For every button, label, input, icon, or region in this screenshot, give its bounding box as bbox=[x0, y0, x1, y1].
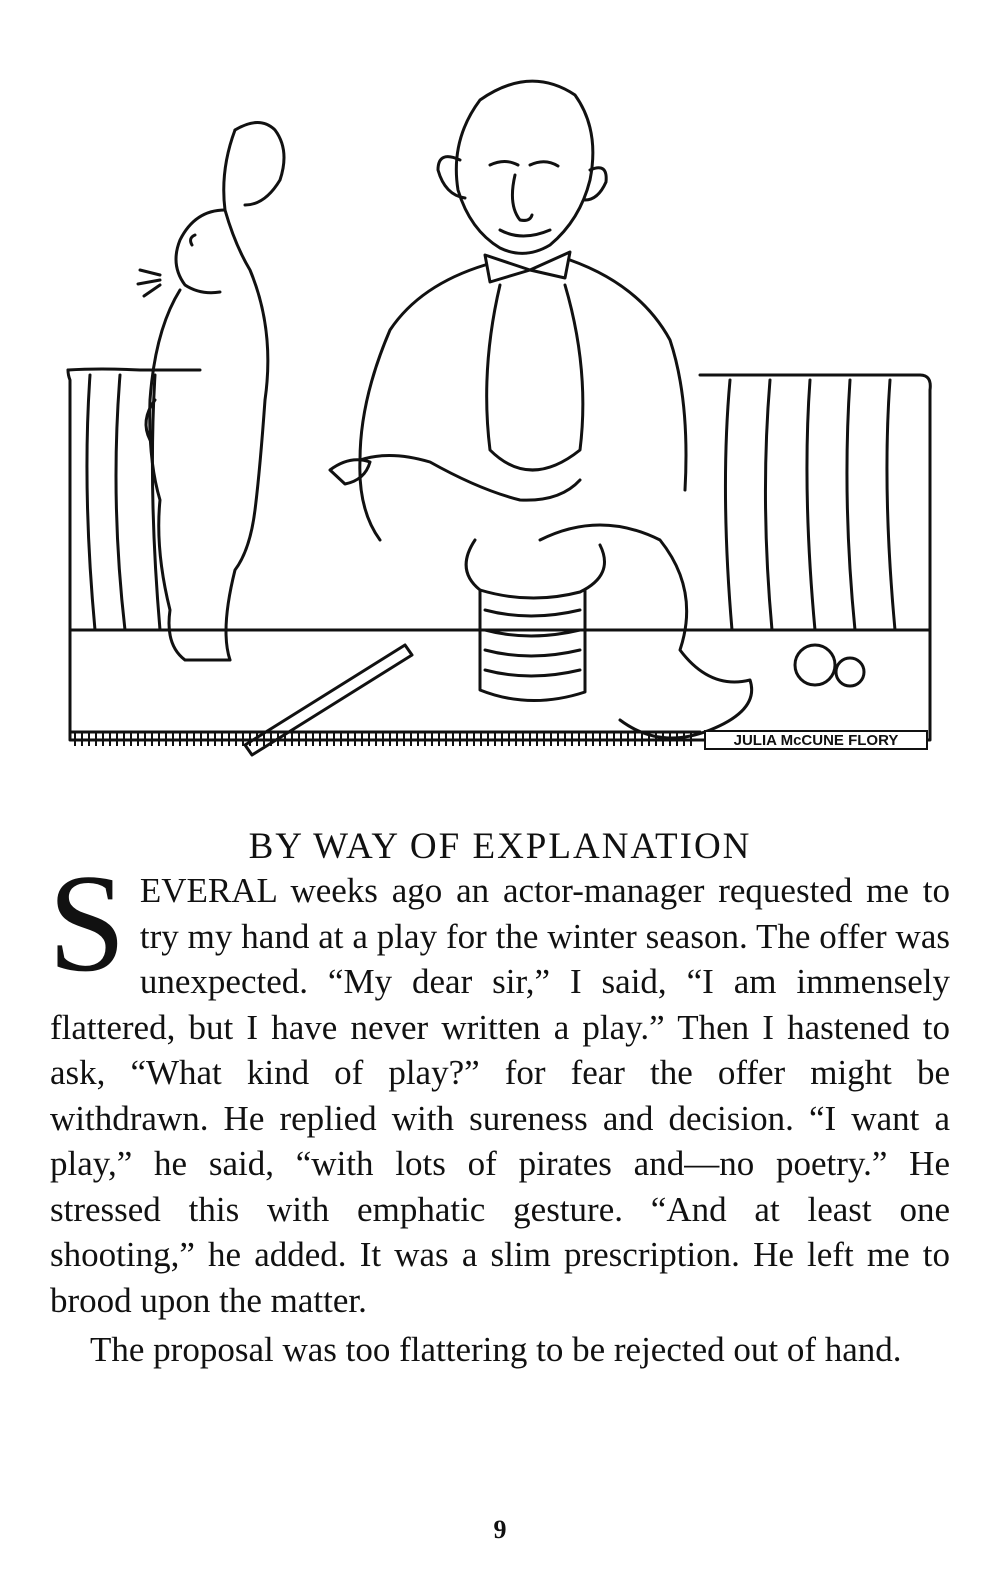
line-drawing bbox=[60, 70, 940, 770]
drop-cap: S bbox=[48, 846, 126, 1001]
chapter-title: BY WAY OF EXPLANATION bbox=[248, 825, 752, 867]
illustration-magician-with-rabbit bbox=[60, 70, 940, 770]
paragraph-1-text: EVERAL weeks ago an actor-manager requested me to try my hand at a play for the winter season. The offer was unexpected. “My dear sir,” I said, “I am immensely flattered, but I have never written a play.” Then I hastened to ask, “What kind of play?” for fear the offer might be withdrawn. He replied with sureness and decision. “I want a play,” he said, “with lots of pirates and—no poetry.” He stressed this with emphatic gesture. “And at least one shooting,” he added. It was a slim prescription. He left me to brood upon the matter. bbox=[50, 871, 950, 1320]
paragraph-2: The proposal was too flattering to be rejected out of hand. bbox=[90, 1330, 902, 1369]
page-number: 9 bbox=[493, 1515, 507, 1544]
illustrator-signature: JULIA McCUNE FLORY bbox=[733, 732, 899, 749]
